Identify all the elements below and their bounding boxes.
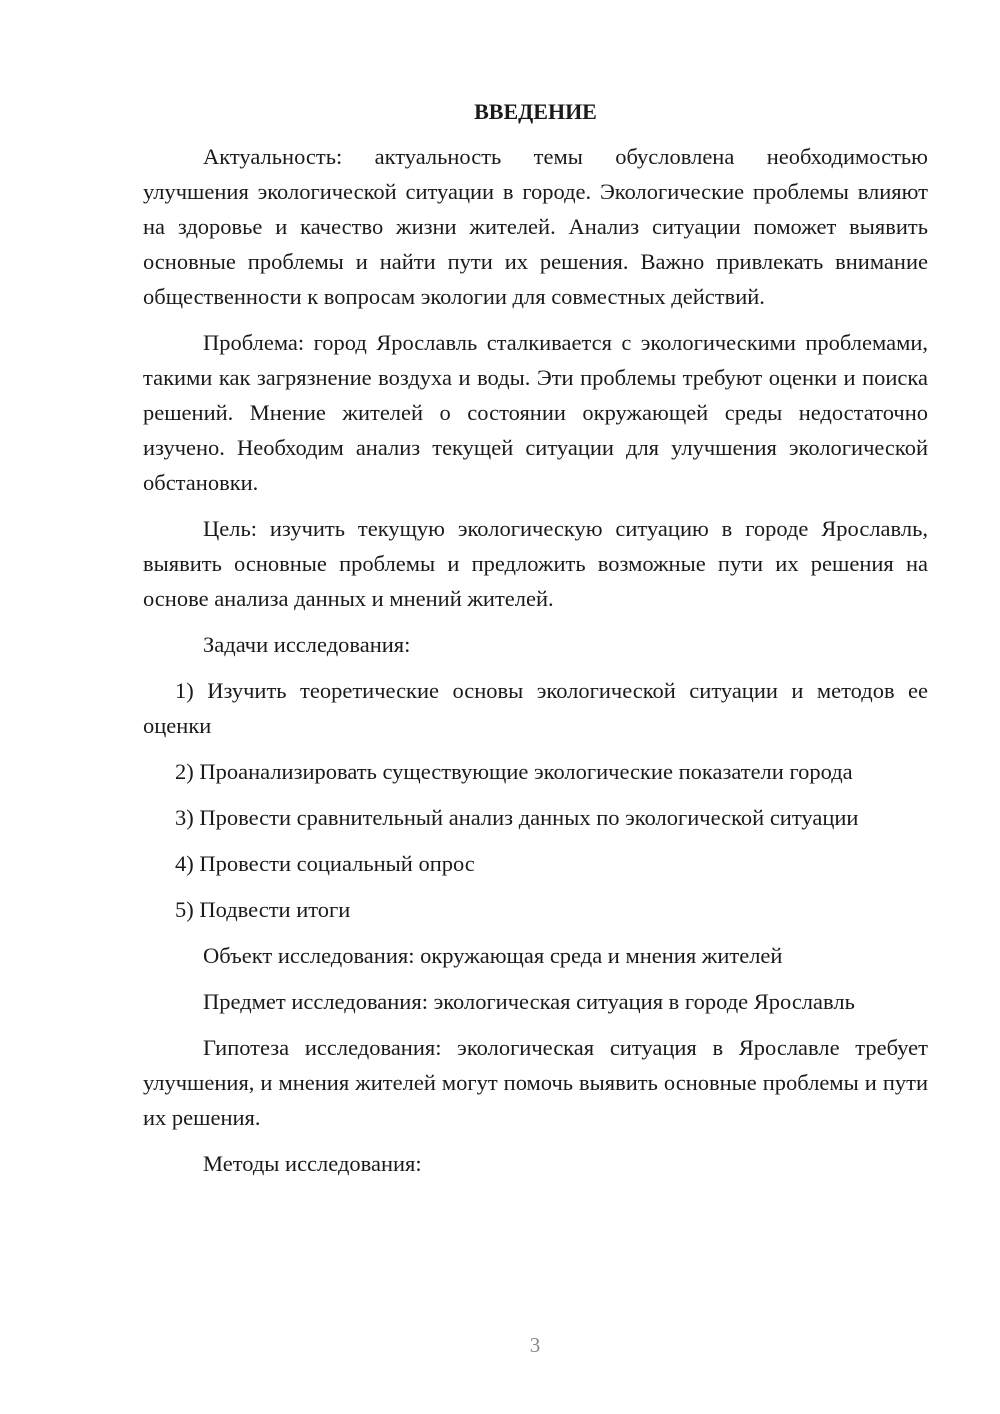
research-hypothesis: Гипотеза исследования: экологическая ситуация в Ярославле требует улучшения, и мнения жителей могут помочь выявить основные проблемы и пути их решения.: [143, 1035, 928, 1130]
relevance-paragraph: Актуальность: актуальность темы обусловлена необходимостью улучшения экологической ситуации в городе. Экологические проблемы влияют на здоровье и качество жизни жителей. Анализ ситуации поможет выявить основные проблемы и найти пути их решения. Важно привлекать внимание общественности к вопросам экологии для совместных действий.: [143, 144, 928, 309]
section-title: ВВЕДЕНИЕ: [474, 99, 597, 124]
research-subject: Предмет исследования: экологическая ситуация в городе Ярославль: [203, 989, 855, 1014]
tasks-heading: Задачи исследования:: [203, 632, 411, 657]
task-item-1: 1) Изучить теоретические основы экологической ситуации и методов ее оценки: [143, 678, 928, 738]
goal-paragraph: Цель: изучить текущую экологическую ситуацию в городе Ярославль, выявить основные проблемы и предложить возможные пути их решения на основе анализа данных и мнений жителей.: [143, 516, 928, 611]
document-page: [143, 94, 928, 1192]
research-object: Объект исследования: окружающая среда и мнения жителей: [203, 943, 783, 968]
problem-paragraph: Проблема: город Ярославль сталкивается с экологическими проблемами, такими как загрязнение воздуха и воды. Эти проблемы требуют оценки и поиска решений. Мнение жителей о состоянии окружающей среды недостаточно изучено. Необходим анализ текущей ситуации для улучшения экологической обстановки.: [143, 330, 928, 495]
task-item-2: 2) Проанализировать существующие экологические показатели города: [175, 759, 853, 784]
methods-heading: Методы исследования:: [203, 1151, 422, 1176]
task-item-4: 4) Провести социальный опрос: [175, 851, 475, 876]
task-item-3: 3) Провести сравнительный анализ данных по экологической ситуации: [175, 805, 859, 830]
page-number: 3: [529, 1333, 541, 1357]
task-item-5: 5) Подвести итоги: [175, 897, 351, 922]
